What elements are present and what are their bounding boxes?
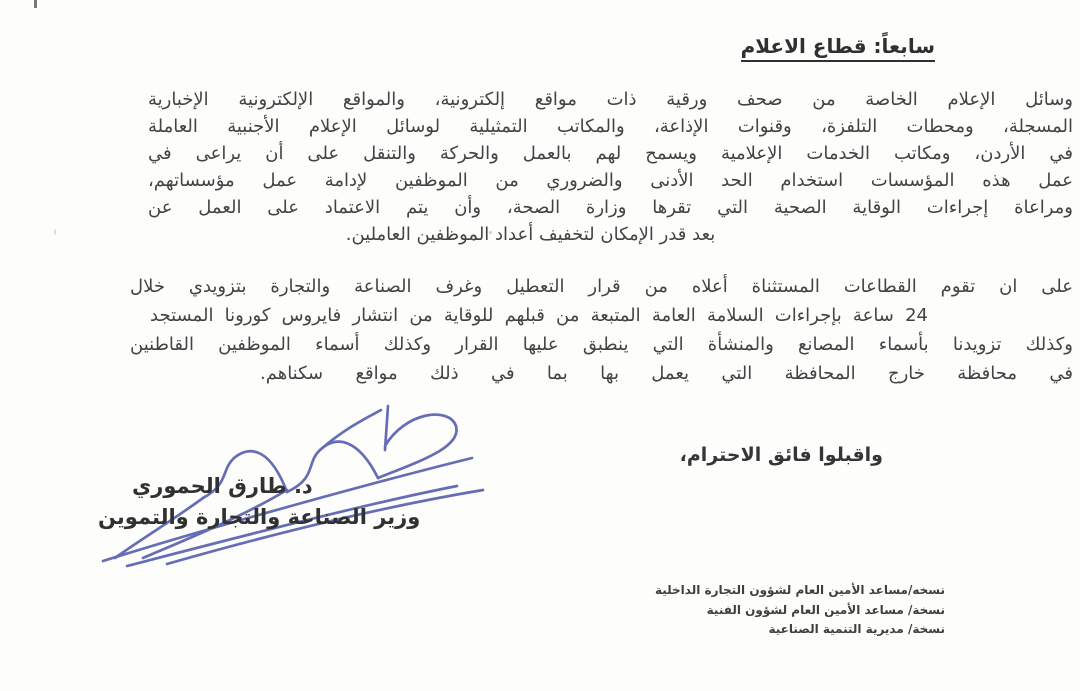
- paragraph-line: المسجلة، ومحطات التلفزة، وقنوات الإذاعة، والمكاتب التمثيلية لوسائل الإعلام الأجنبية العاملة: [148, 116, 1073, 137]
- paragraph-line: عمل هذه المؤسسات استخدام الحد الأدنى والضروري من الموظفين لإدامة عمل مؤسساتهم،: [148, 170, 1073, 191]
- scan-artifact-mark: [34, 0, 37, 8]
- paragraph-line: وسائل الإعلام الخاصة من صحف ورقية ذات مواقع إلكترونية، والمواقع الإلكترونية الإخبارية: [148, 89, 1073, 110]
- paragraph-compliance-notice: [130, 272, 1073, 388]
- paragraph-line: في الأردن، ومكاتب الخدمات الإعلامية ويسمح لهم بالعمل والحركة والتنقل على أن يراعى في: [148, 143, 1073, 164]
- cc-line: نسخة/ مديرية التنمية الصناعية: [768, 622, 945, 636]
- paragraph-line: بعد قدر الإمكان لتخفيف أعداد الموظفين العاملين.: [345, 224, 716, 245]
- section-heading: سابعاً: قطاع الاعلام: [741, 34, 935, 62]
- signatory-title: وزير الصناعة والتجارة والتموين: [98, 505, 421, 529]
- paragraph-line: على ان تقوم القطاعات المستثناة أعلاه من قرار التعطيل وغرف الصناعة والتجارة بتزويدي خلال: [130, 276, 1073, 297]
- paragraph-line: وكذلك تزويدنا بأسماء المصانع والمنشأة التي ينطبق عليها القرار وكذلك أسماء الموظفين القاطنين: [130, 334, 1073, 355]
- paragraph-media-sector: [148, 86, 1073, 248]
- cc-line: نسخه/مساعد الأمين العام لشؤون التجارة الداخلية: [654, 583, 945, 597]
- paragraph-line: 24 ساعة بإجراءات السلامة العامة المتبعة من قبلهم للوقاية من انتشار فايروس كورونا المستجد: [150, 305, 928, 326]
- paragraph-line: ومراعاة إجراءات الوقاية الصحية التي تقرها وزارة الصحة، وأن يتم الاعتماد على العمل عن: [148, 197, 1073, 218]
- paragraph-line: في محافظة خارج المحافظة التي يعمل بها بما في ذلك مواقع سكناهم.: [260, 363, 1073, 384]
- cc-distribution-list: [655, 581, 945, 640]
- scan-speck: [54, 229, 56, 235]
- cc-line: نسخة/ مساعد الأمين العام لشؤون الفنية: [706, 602, 945, 617]
- closing-salutation: واقبلوا فائق الاحترام،: [679, 444, 883, 466]
- signatory-name: د. طارق الحموري: [132, 474, 313, 498]
